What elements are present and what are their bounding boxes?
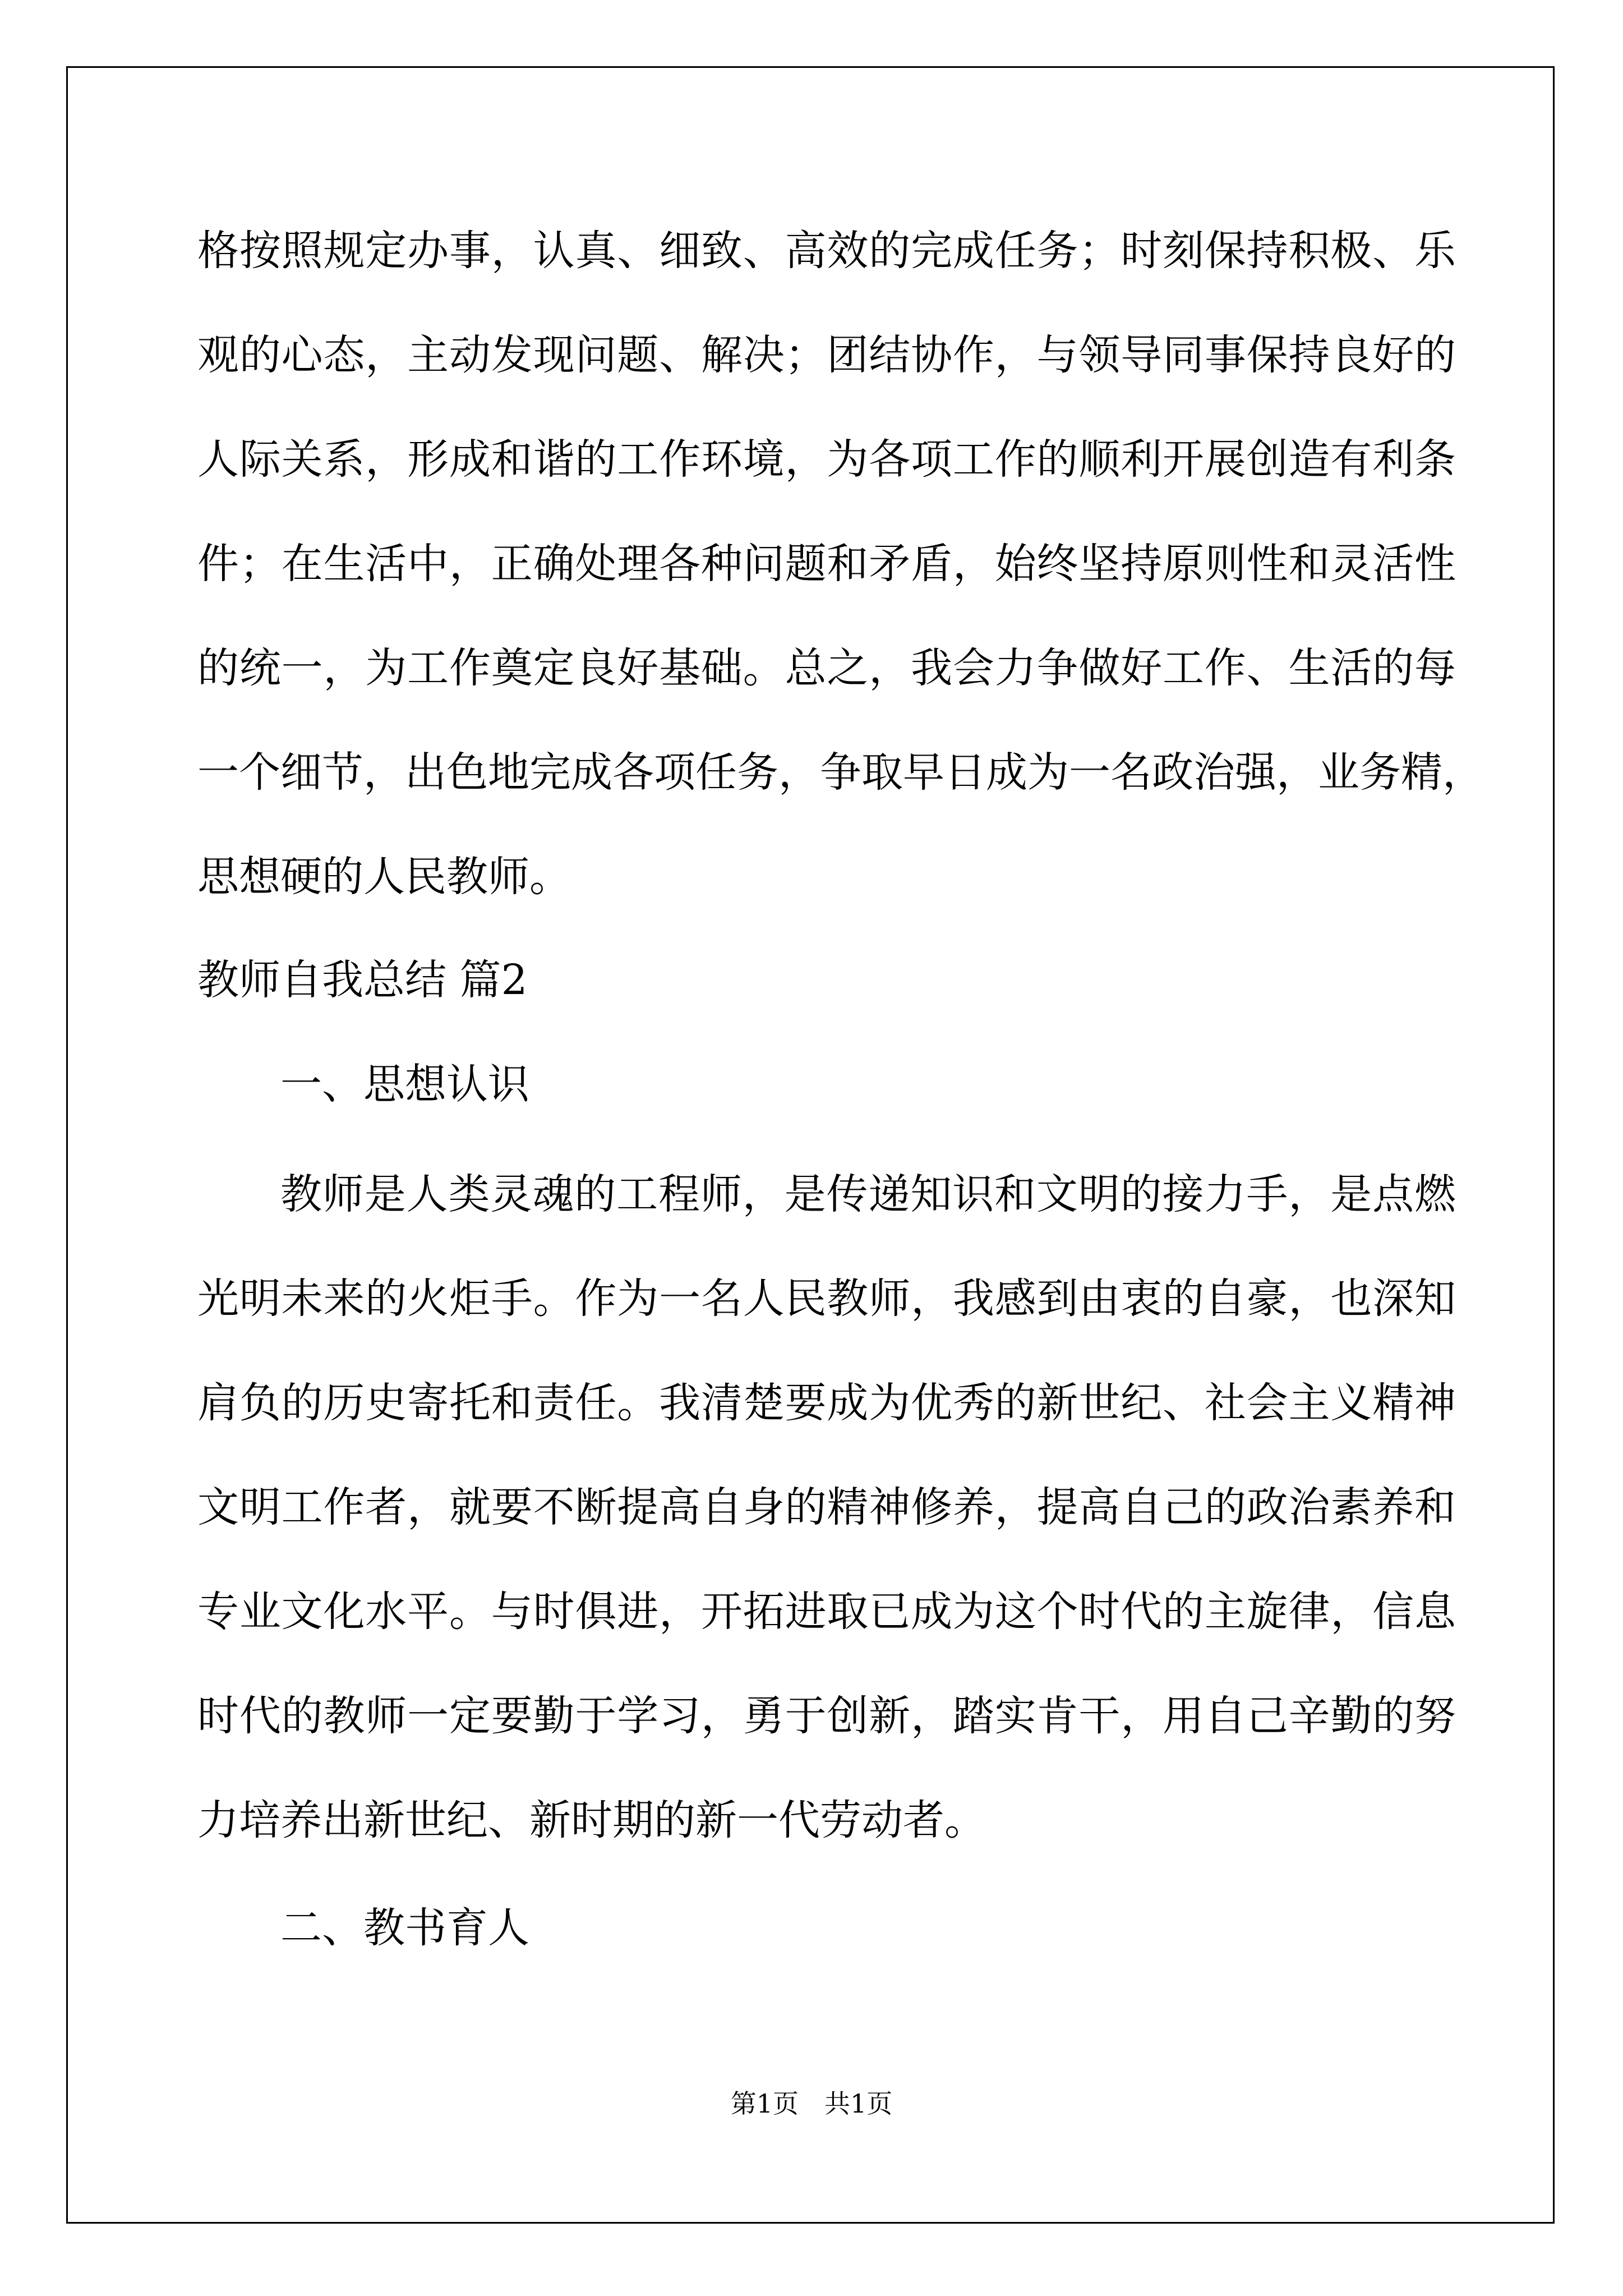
paragraph-line: 格按照规定办事，认真、细致、高效的完成任务；时刻保持积极、乐 [197,227,1456,275]
paragraph-line: 人际关系，形成和谐的工作环境，为各项工作的顺利开展创造有利条 [197,435,1456,484]
section-heading: 二、教书育人 [280,1904,529,1952]
paragraph-line: 的统一，为工作奠定良好基础。总之，我会力争做好工作、生活的每 [197,644,1456,692]
paragraph-line: 光明未来的火炬手。作为一名人民教师，我感到由衷的自豪，也深知 [197,1274,1456,1323]
paragraph-line: 一个细节，出色地完成各项任务，争取早日成为一名政治强，业务精， [197,748,1484,797]
paragraph-line: 时代的教师一定要勤于学习，勇于创新，踏实肯干，用自己辛勤的努 [197,1692,1456,1740]
page-number: 第1页 [730,2088,799,2119]
paragraph-line: 教师是人类灵魂的工程师，是传递知识和文明的接力手，是点燃 [280,1170,1456,1218]
paragraph-line: 文明工作者，就要不断提高自身的精神修养，提高自己的政治素养和 [197,1483,1456,1531]
paragraph-line: 专业文化水平。与时俱进，开拓进取已成为这个时代的主旋律，信息 [197,1588,1456,1636]
page-footer [0,2087,1623,2120]
section-heading: 一、思想认识 [280,1060,529,1108]
paragraph-line: 力培养出新世纪、新时期的新一代劳动者。 [197,1796,986,1844]
page-total: 共1页 [824,2088,893,2119]
page-border [66,66,1555,2224]
paragraph-line: 肩负的历史寄托和责任。我清楚要成为优秀的新世纪、社会主义精神 [197,1379,1456,1427]
paragraph-line: 观的心态，主动发现问题、解决；团结协作，与领导同事保持良好的 [197,331,1456,379]
paragraph-line: 思想硬的人民教师。 [197,853,571,901]
paragraph-line: 件；在生活中，正确处理各种问题和矛盾，始终坚持原则性和灵活性 [197,540,1456,588]
section-title: 教师自我总结 篇2 [197,956,528,1004]
